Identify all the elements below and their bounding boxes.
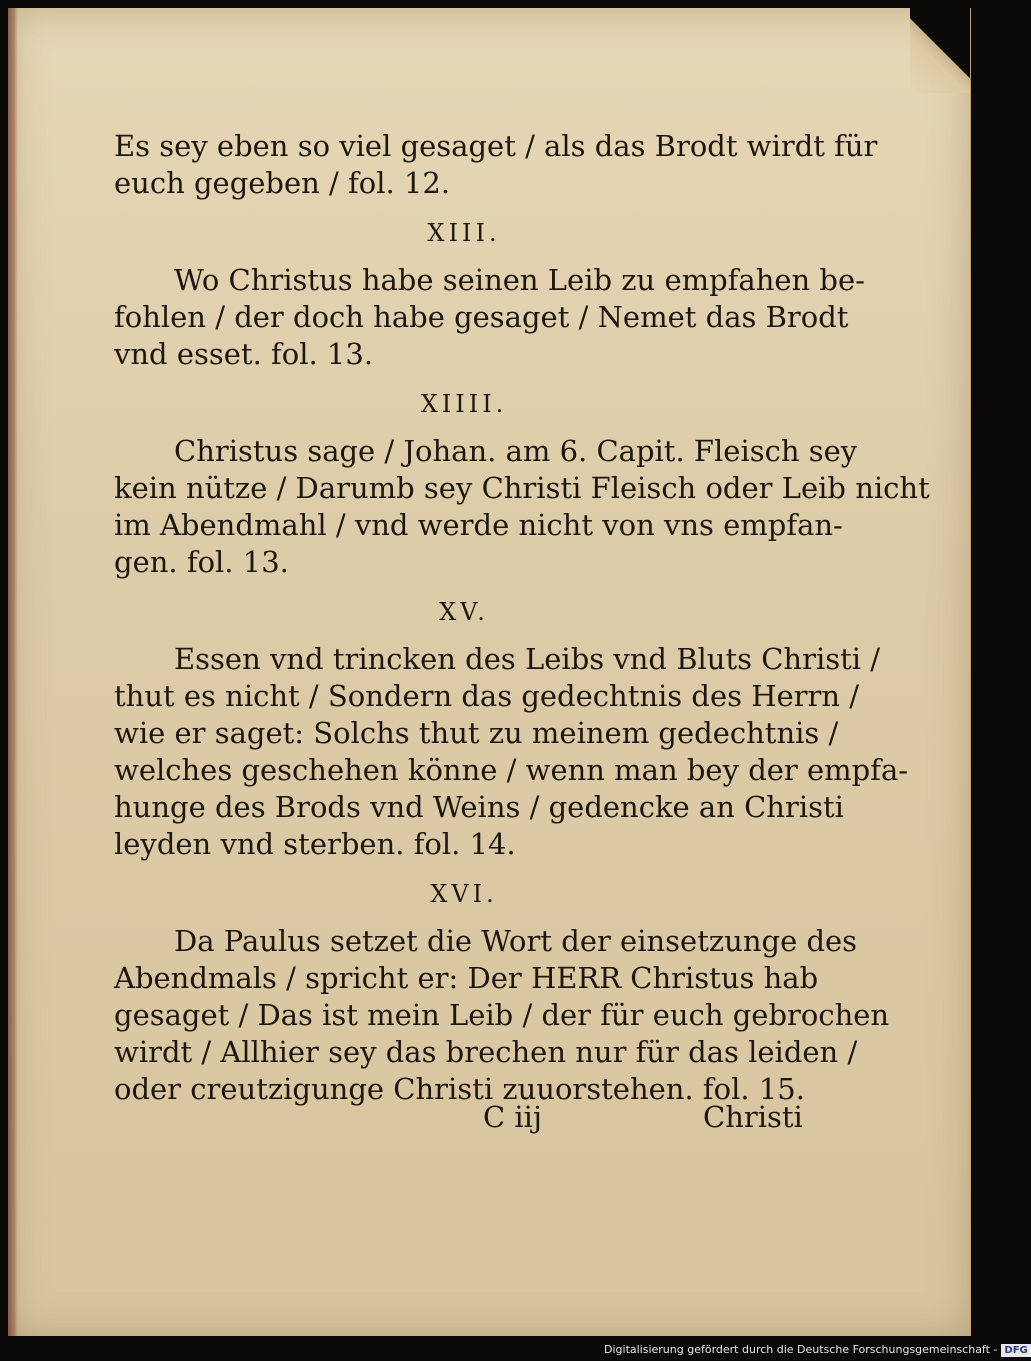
text-line: gesaget / Das ist mein Leib / der für euch gebrochen (114, 998, 890, 1032)
text-line: Christus sage / Johan. am 6. Capit. Fleisch sey (174, 434, 858, 468)
text-line: Abendmals / spricht er: Der HERR Christus hab (114, 961, 819, 995)
page-text (114, 128, 930, 1108)
text-line: hunge des Brods vnd Weins / gedencke an Christi (114, 790, 844, 824)
text-line: fohlen / der doch habe gesaget / Nemet das Brodt (114, 300, 849, 334)
text-line: kein nütze / Darumb sey Christi Fleisch oder Leib nicht (114, 471, 930, 505)
binding-edge (8, 8, 18, 1336)
paragraph-continuation (114, 128, 878, 202)
text-line: euch gegeben / fol. 12. (114, 166, 451, 200)
text-line: Essen vnd trincken des Leibs vnd Bluts Christi / (174, 642, 881, 676)
funding-text: Digitalisierung gefördert durch die Deutsche Forschungsgemeinschaft - (604, 1343, 998, 1356)
book-page (8, 8, 971, 1336)
text-line: Wo Christus habe seinen Leib zu empfahen be- (174, 263, 865, 297)
text-line: oder creutzigunge Christi zuuorstehen. fol. 15. (114, 1072, 805, 1106)
funding-footer (604, 1343, 1031, 1357)
text-line: welches geschehen könne / wenn man bey der empfa- (114, 753, 909, 787)
page-corner-fold (910, 8, 970, 93)
section-heading: XVI. (430, 880, 498, 908)
text-line: thut es nicht / Sondern das gedechtnis des Herrn / (114, 679, 860, 713)
section-heading: XIII. (427, 219, 501, 247)
paragraph-xiiii (114, 433, 930, 581)
paragraph-xvi (114, 923, 890, 1108)
paragraph-xiii (114, 262, 865, 373)
signature-mark: C iij (483, 1100, 542, 1134)
catchword: Christi (703, 1100, 803, 1134)
section-heading: XIIII. (420, 390, 508, 418)
text-line: wirdt / Allhier sey das brechen nur für das leiden / (114, 1035, 858, 1069)
text-line: wie er saget: Solchs thut zu meinem gedechtnis / (114, 716, 839, 750)
dfg-logo: DFG (1001, 1344, 1030, 1357)
text-line: Es sey eben so viel gesaget / als das Brodt wirdt für (114, 129, 878, 163)
section-heading: XV. (439, 598, 489, 626)
text-line: Da Paulus setzet die Wort der einsetzunge des (174, 924, 858, 958)
text-line: gen. fol. 13. (114, 545, 289, 579)
paragraph-xv (114, 641, 909, 863)
text-line: leyden vnd sterben. fol. 14. (114, 827, 516, 861)
text-line: vnd esset. fol. 13. (114, 337, 374, 371)
text-line: im Abendmahl / vnd werde nicht von vns empfan- (114, 508, 843, 542)
